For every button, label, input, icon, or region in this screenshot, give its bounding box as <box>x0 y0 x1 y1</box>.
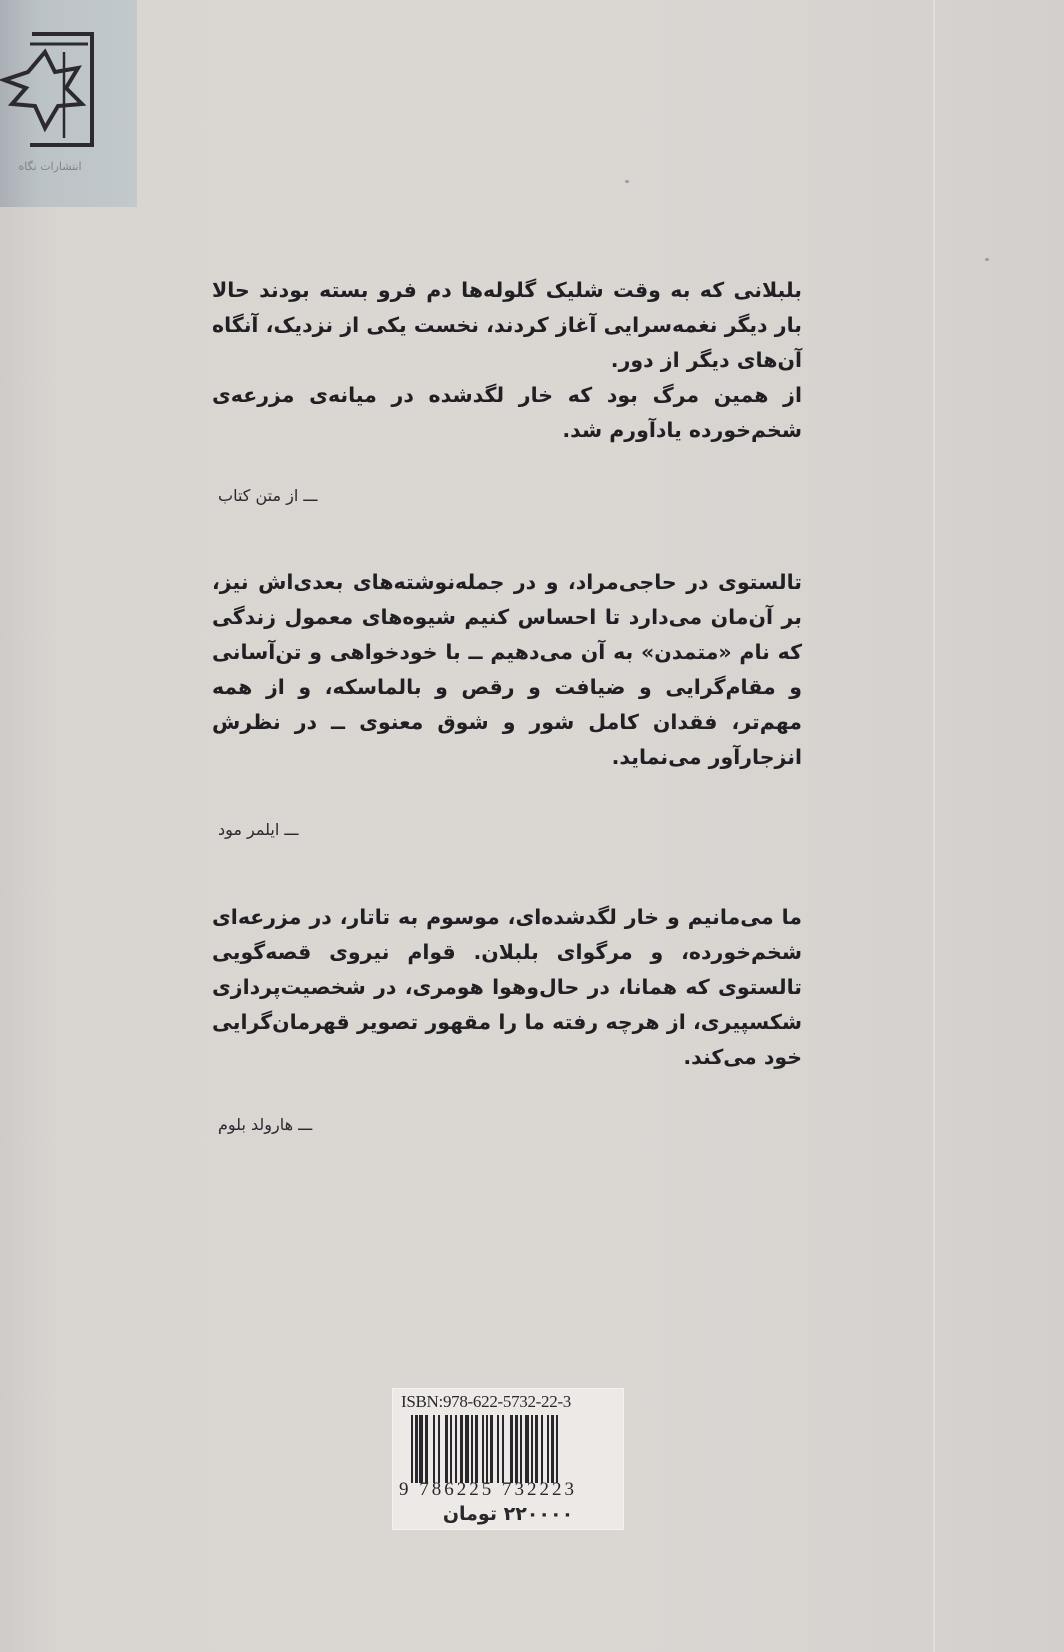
quote-2-attribution: ـــ ایلمر مود <box>218 820 299 839</box>
publisher-star-book-icon <box>0 30 100 150</box>
cover-fold-line <box>933 0 935 1652</box>
quote-1-paragraph-2: از همین مرگ بود که خار لگدشده در میانه‌ی مزرعه‌ی شخم‌خورده یادآورم شد. <box>212 383 802 442</box>
publisher-name: انتشارات نگاه <box>18 160 82 173</box>
quote-3-attribution: ـــ هارولد بلوم <box>218 1115 313 1134</box>
barcode-digits: 9 786225 732223 <box>399 1479 577 1500</box>
publisher-logo-panel <box>0 0 137 207</box>
quote-2-body <box>212 565 802 775</box>
isbn-barcode-sticker <box>392 1388 624 1530</box>
quote-3-body <box>212 900 802 1075</box>
quote-1-paragraph-1: بلبلانی که به وقت شلیک گلوله‌ها دم فرو بسته بودند حالا بار دیگر نغمه‌سرایی آغاز کردند، نخست یکی از نزدیک، آنگاه آن‌های دیگر از دور. <box>212 278 802 372</box>
barcode-icon <box>411 1415 616 1483</box>
quote-1-attribution: ـــ از متن کتاب <box>218 486 318 505</box>
isbn-text: ISBN:978-622-5732-22-3 <box>401 1392 571 1411</box>
quote-1-body <box>212 273 802 448</box>
print-speck <box>985 258 989 261</box>
price-label: ۲۲۰۰۰۰ تومان <box>442 1503 574 1525</box>
print-speck <box>625 180 629 183</box>
quote-2-paragraph-1: تالستوی در حاجی‌مراد، و در جمله‌نوشته‌های بعدی‌اش نیز، بر آن‌مان می‌دارد تا احساس کنیم شیوه‌های معمول زندگی که نام «متمدن» به آن می‌دهیم ــ با خودخواهی و تن‌آسانی و مقام‌گرایی و ضیافت و رقص و بالماسکه، و از همه مهم‌تر، فقدان کامل شور و شوق معنوی ــ در نظرش انزجارآور می‌نماید. <box>212 570 802 769</box>
quote-3-paragraph-1: ما می‌مانیم و خار لگدشده‌ای، موسوم به تاتار، در مزرعه‌ای شخم‌خورده، و مرگوای بلبلان. قوام نیروی قصه‌گویی تالستوی که همانا، در حال‌وهوا هومری، در شخصیت‌پردازی شکسپیری، از هرچه رفته ما را مقهور تصویر قهرمان‌گرایی خود می‌کند. <box>212 905 802 1069</box>
